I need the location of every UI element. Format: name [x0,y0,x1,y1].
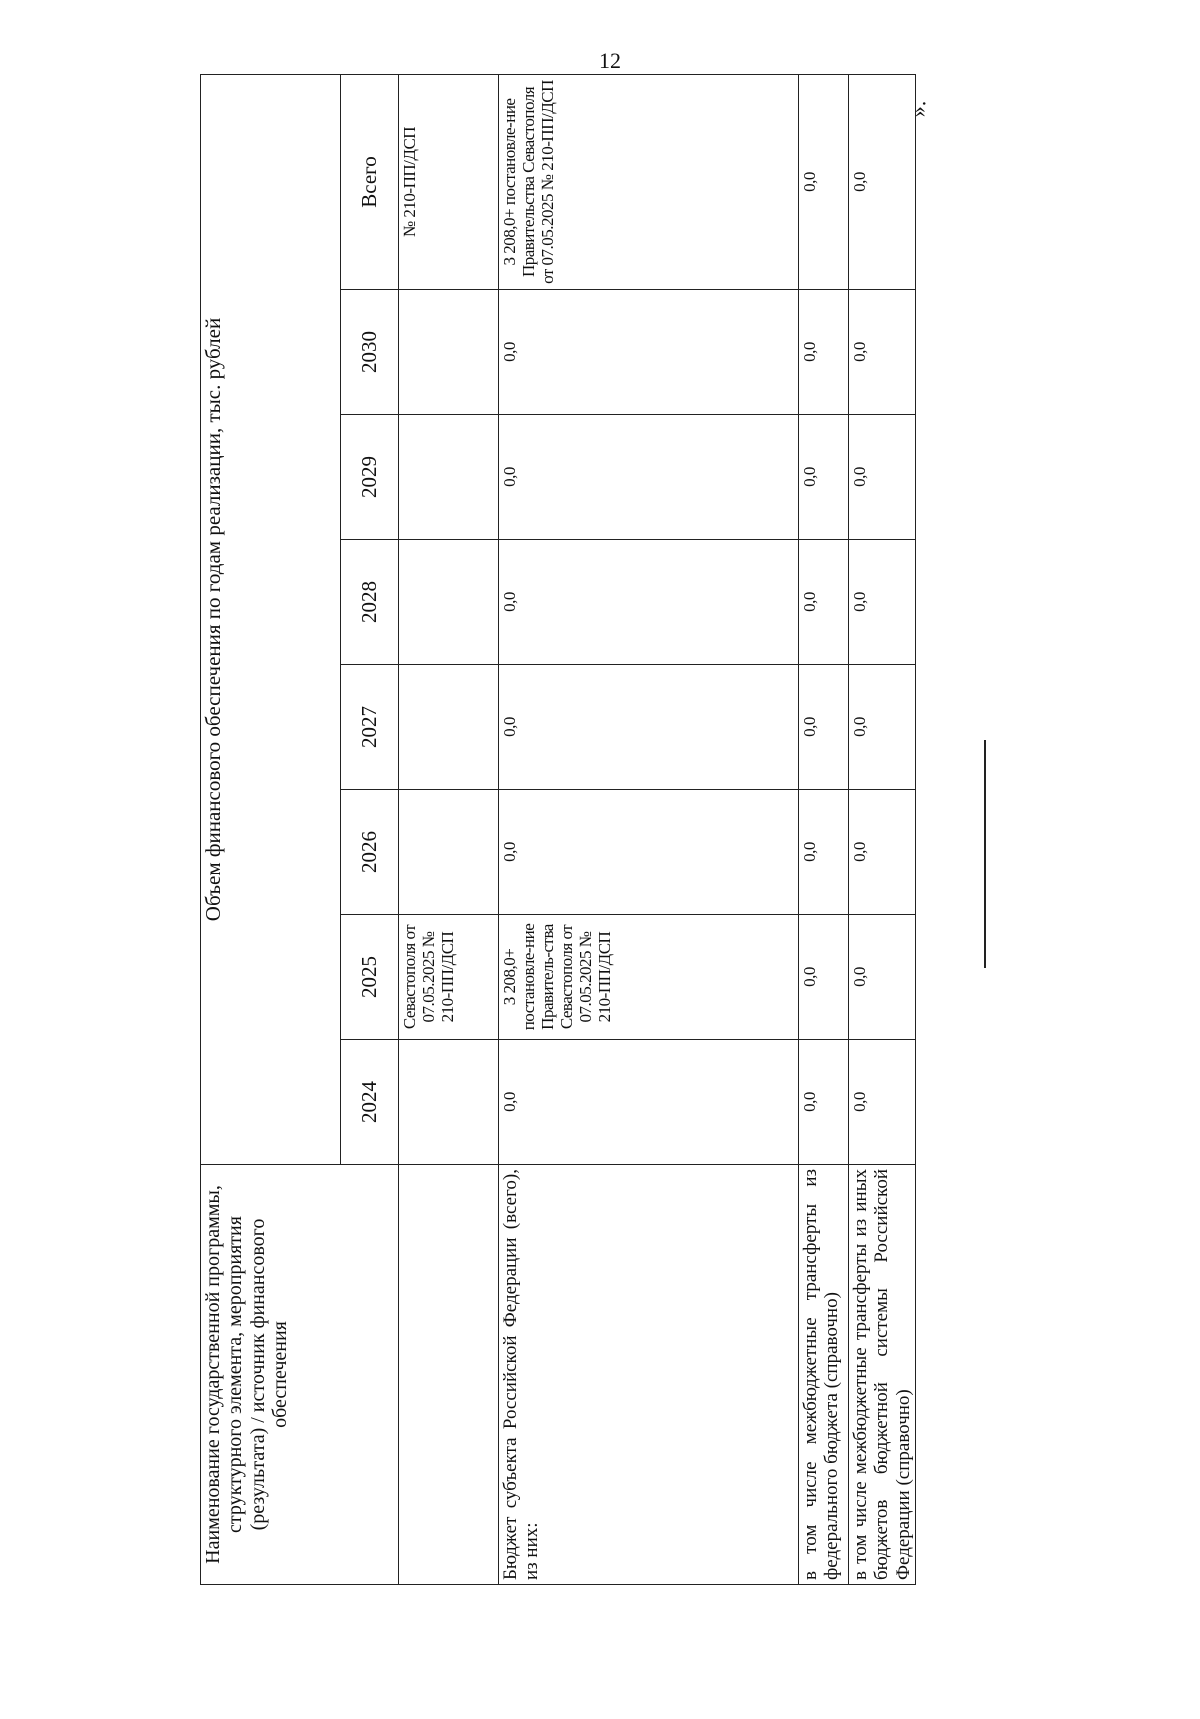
value-cell-2025: 3 208,0+ постановле-ние Правитель-ства Севастополя от 07.05.2025 № 210-ПП/ДСП [499,915,799,1040]
row-label: в том числе межбюджетные трансферты из федерального бюджета (справочно) [799,1165,849,1585]
value-cell-total: 0,0 [799,74,849,289]
year-header-2027: 2027 [341,665,399,790]
row-label: Бюджет субъекта Российской Федерации (всего), из них: [499,1165,799,1585]
table-cell [399,790,499,915]
value-cell-2024: 0,0 [499,1040,799,1165]
table-cell [399,540,499,665]
value-cell-2026: 0,0 [799,790,849,915]
value-cell-2030: 0,0 [849,290,916,415]
table-cell [399,290,499,415]
year-header-2026: 2026 [341,790,399,915]
financing-table [200,74,916,1585]
table-row [799,74,849,1584]
table-header-row [201,74,341,1584]
value-cell-2030: 0,0 [799,290,849,415]
value-cell-2028: 0,0 [499,540,799,665]
table-cell [399,1165,499,1585]
continuation-cell-2025: Севастополя от 07.05.2025 № 210-ПП/ДСП [399,915,499,1040]
value-cell-2024: 0,0 [849,1040,916,1165]
value-cell-2029: 0,0 [849,415,916,540]
page-number: 12 [599,48,621,73]
table-cell [399,665,499,790]
rotated-table-wrapper [200,75,914,1585]
year-header-2025: 2025 [341,915,399,1040]
continuation-row [399,74,499,1584]
header-financing-group: Объем финансового обеспечения по годам реализации, тыс. рублей [201,74,341,1164]
value-cell-2027: 0,0 [499,665,799,790]
value-cell-2026: 0,0 [849,790,916,915]
year-header-2028: 2028 [341,540,399,665]
value-cell-2029: 0,0 [499,415,799,540]
table-cell [399,1040,499,1165]
value-cell-2029: 0,0 [799,415,849,540]
value-cell-2030: 0,0 [499,290,799,415]
footer-rule [984,740,986,968]
value-cell-2027: 0,0 [799,665,849,790]
value-cell-2024: 0,0 [799,1040,849,1165]
value-cell-2028: 0,0 [849,540,916,665]
continuation-cell-total: № 210-ПП/ДСП [399,74,499,289]
year-header-2030: 2030 [341,290,399,415]
year-header-2024: 2024 [341,1040,399,1165]
year-header-total: Всего [341,74,399,289]
table-cell [399,415,499,540]
table-row [499,74,799,1584]
value-cell-2026: 0,0 [499,790,799,915]
value-cell-2025: 0,0 [849,915,916,1040]
row-label: в том числе межбюджетные трансферты из иных бюджетов бюджетной системы Российской Федерации (справочно) [849,1165,916,1585]
value-cell-total: 0,0 [849,74,916,289]
value-cell-total: 3 208,0+ постановле-ние Правительства Севастополя от 07.05.2025 № 210-ПП/ДСП [499,74,799,289]
table-row [849,74,916,1584]
value-cell-2025: 0,0 [799,915,849,1040]
header-name-column: Наименование государственной программы, структурного элемента, мероприятия (результата) / источник финансового обеспечения [201,1165,399,1585]
value-cell-2027: 0,0 [849,665,916,790]
year-header-2029: 2029 [341,415,399,540]
value-cell-2028: 0,0 [799,540,849,665]
closing-quote-mark: ». [905,100,931,118]
